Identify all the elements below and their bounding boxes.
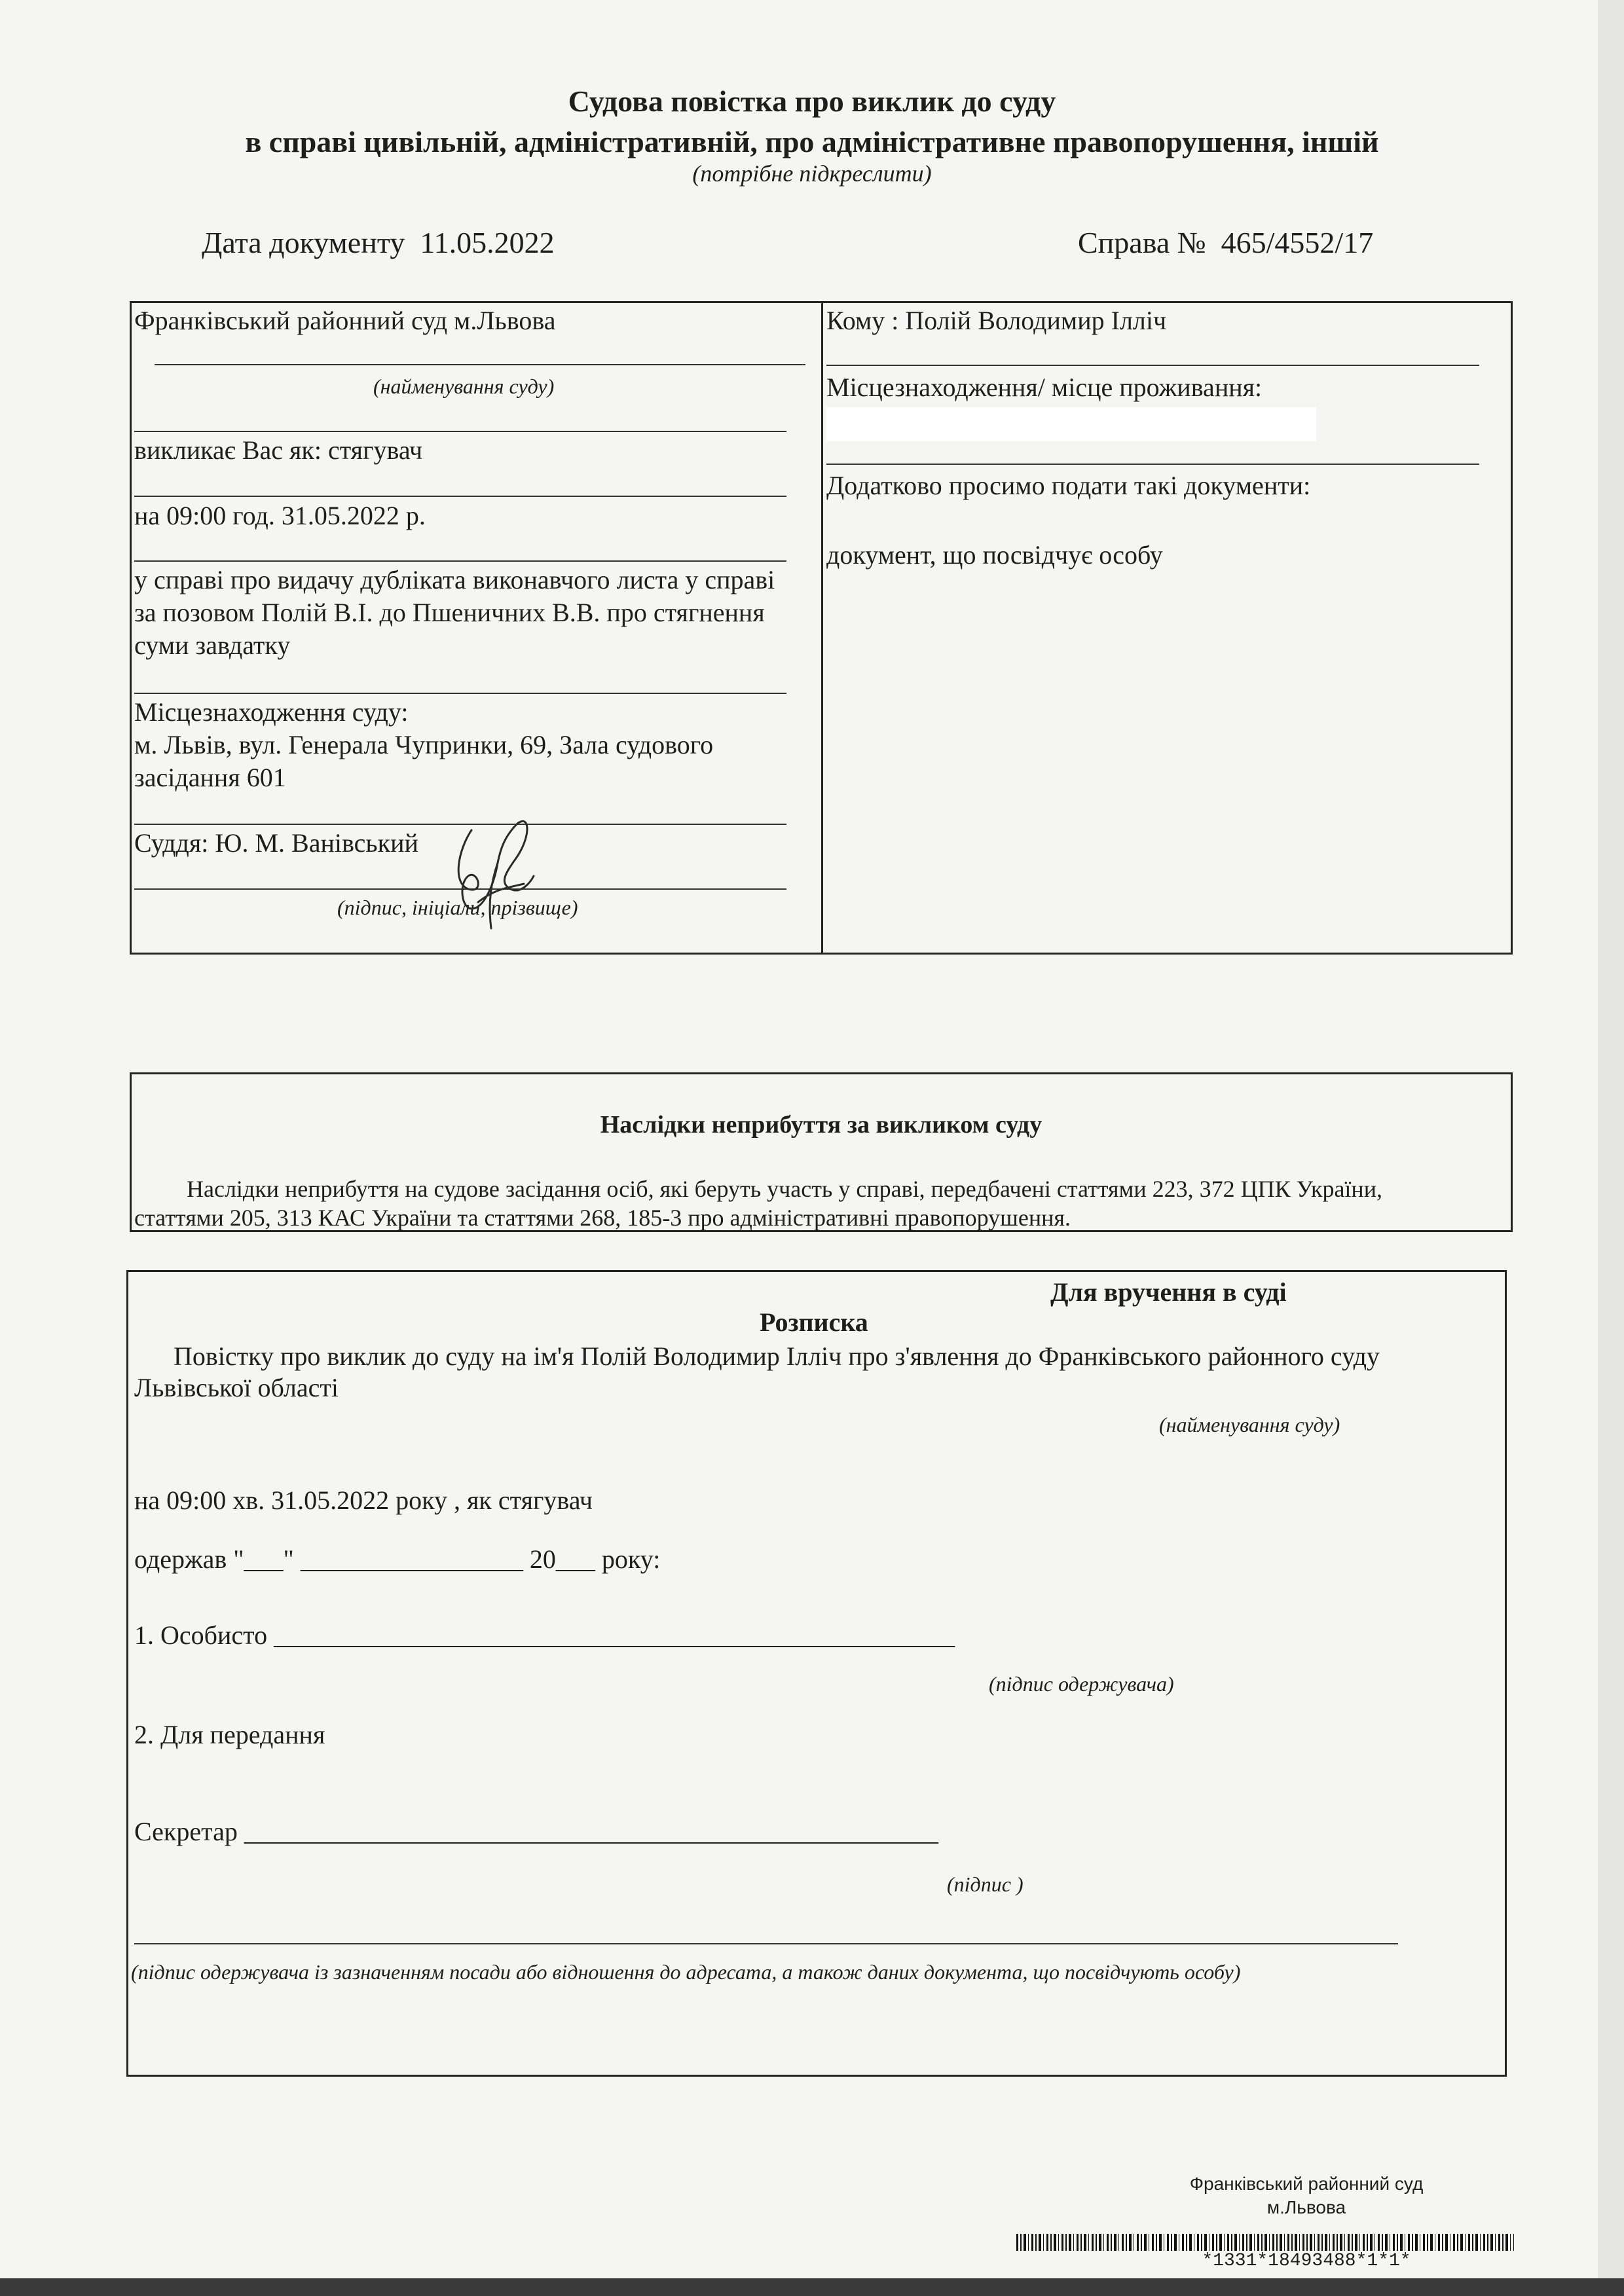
consequences-line-1: Наслідки неприбуття на судове засідання осіб, які беруть участь у справі, передбачені статтями 223, 372 ЦПК України, <box>187 1176 1382 1202</box>
case-description-line-2: за позовом Полій В.І. до Пшеничних В.В. про стягнення <box>134 598 765 627</box>
receipt-title: Розписка <box>760 1307 868 1337</box>
footer-court-line-2: м.Львова <box>1266 2197 1346 2217</box>
case-label: Справа № <box>1078 226 1206 259</box>
handwritten-signature <box>432 811 544 941</box>
judge: Суддя: Ю. М. Ванівський <box>134 828 418 858</box>
document-date <box>202 225 555 260</box>
divider <box>134 431 786 432</box>
recipient-underline <box>826 365 1479 366</box>
divider <box>134 496 786 497</box>
personal-signature-line: 1. Особисто ____________________________________________________ <box>134 1620 955 1650</box>
court-name-caption: (найменування суду) <box>373 374 555 398</box>
title-line-2: в справі цивільній, адміністративній, про адміністративне правопорушення, іншій <box>245 125 1379 158</box>
recipient-address-label: Місцезнаходження/ місце проживання: <box>826 373 1263 402</box>
scan-edge-right <box>1598 0 1624 2296</box>
divider <box>134 560 786 562</box>
secretary-caption: (підпис ) <box>947 1872 1024 1896</box>
summons-table-divider <box>821 301 823 955</box>
court-location-line-1: м. Львів, вул. Генерала Чупринки, 69, Зала судового <box>134 730 714 759</box>
recipient: Кому : Полій Володимир Ілліч <box>826 306 1167 335</box>
case-value: 465/4552/17 <box>1221 226 1374 259</box>
footer-court-line-1: Франківський районний суд <box>1189 2174 1424 2194</box>
case-description-line-1: у справі про видачу дубліката виконавчого листа у справі <box>134 565 775 594</box>
receipt-line-1 <box>134 1341 1380 1372</box>
receipt-line-2: Львівської області <box>134 1373 339 1402</box>
underline-note: (потрібне підкреслити) <box>692 160 932 187</box>
scan-edge-bottom <box>0 2278 1624 2296</box>
barcode-text: *1331*18493488*1*1* <box>1202 2251 1411 2271</box>
consequences-text-line-2: статтями 205, 313 КАС України та статтями 268, 185-3 про адміністративні правопорушення. <box>134 1205 1071 1231</box>
redacted-address <box>826 407 1316 441</box>
for-court-delivery: Для вручення в суді <box>1050 1277 1287 1307</box>
documents-request-value: документ, що посвідчує особу <box>826 540 1163 570</box>
receipt-text-1: Повістку про виклик до суду на ім'я Полій Володимир Ілліч про з'явлення до Франківського районного суду <box>174 1341 1380 1371</box>
received-date-line: одержав "___" _________________ 20___ року: <box>134 1544 661 1574</box>
court-name-underline <box>155 364 805 365</box>
case-description-line-3: суми завдатку <box>134 630 291 660</box>
address-underline <box>826 464 1479 465</box>
recipient-signature-underline <box>134 1943 1398 1944</box>
personal-signature-caption: (підпис одержувача) <box>989 1672 1174 1696</box>
signature-caption: (підпис, ініціали, прізвище) <box>337 896 578 919</box>
title-line-1: Судова повістка про виклик до суду <box>568 84 1056 118</box>
receipt-court-caption: (найменування суду) <box>1159 1413 1340 1436</box>
hearing-time: на 09:00 год. 31.05.2022 р. <box>134 501 426 530</box>
recipient-signature-caption: (підпис одержувача із зазначенням посади або відношення до адресата, а також даних документа, що посвідчують особу) <box>131 1960 1241 1984</box>
court-location-label: Місцезнаходження суду: <box>134 697 409 727</box>
receipt-time: на 09:00 хв. 31.05.2022 року , як стягувач <box>134 1485 593 1515</box>
date-label: Дата документу <box>202 226 405 259</box>
court-location-line-2: засідання 601 <box>134 763 286 792</box>
transfer-label: 2. Для передання <box>134 1720 325 1749</box>
summoned-as: викликає Вас як: стягувач <box>134 435 423 465</box>
documents-request-label: Додатково просимо подати такі документи: <box>826 471 1311 500</box>
divider <box>134 693 786 694</box>
barcode <box>1016 2234 1514 2251</box>
court-name: Франківський районний суд м.Львова <box>134 306 556 335</box>
secretary-line: Секретар _____________________________________________________ <box>134 1817 938 1846</box>
case-number <box>1078 225 1373 260</box>
date-value: 11.05.2022 <box>420 226 555 259</box>
consequences-title: Наслідки неприбуття за викликом суду <box>600 1111 1043 1139</box>
